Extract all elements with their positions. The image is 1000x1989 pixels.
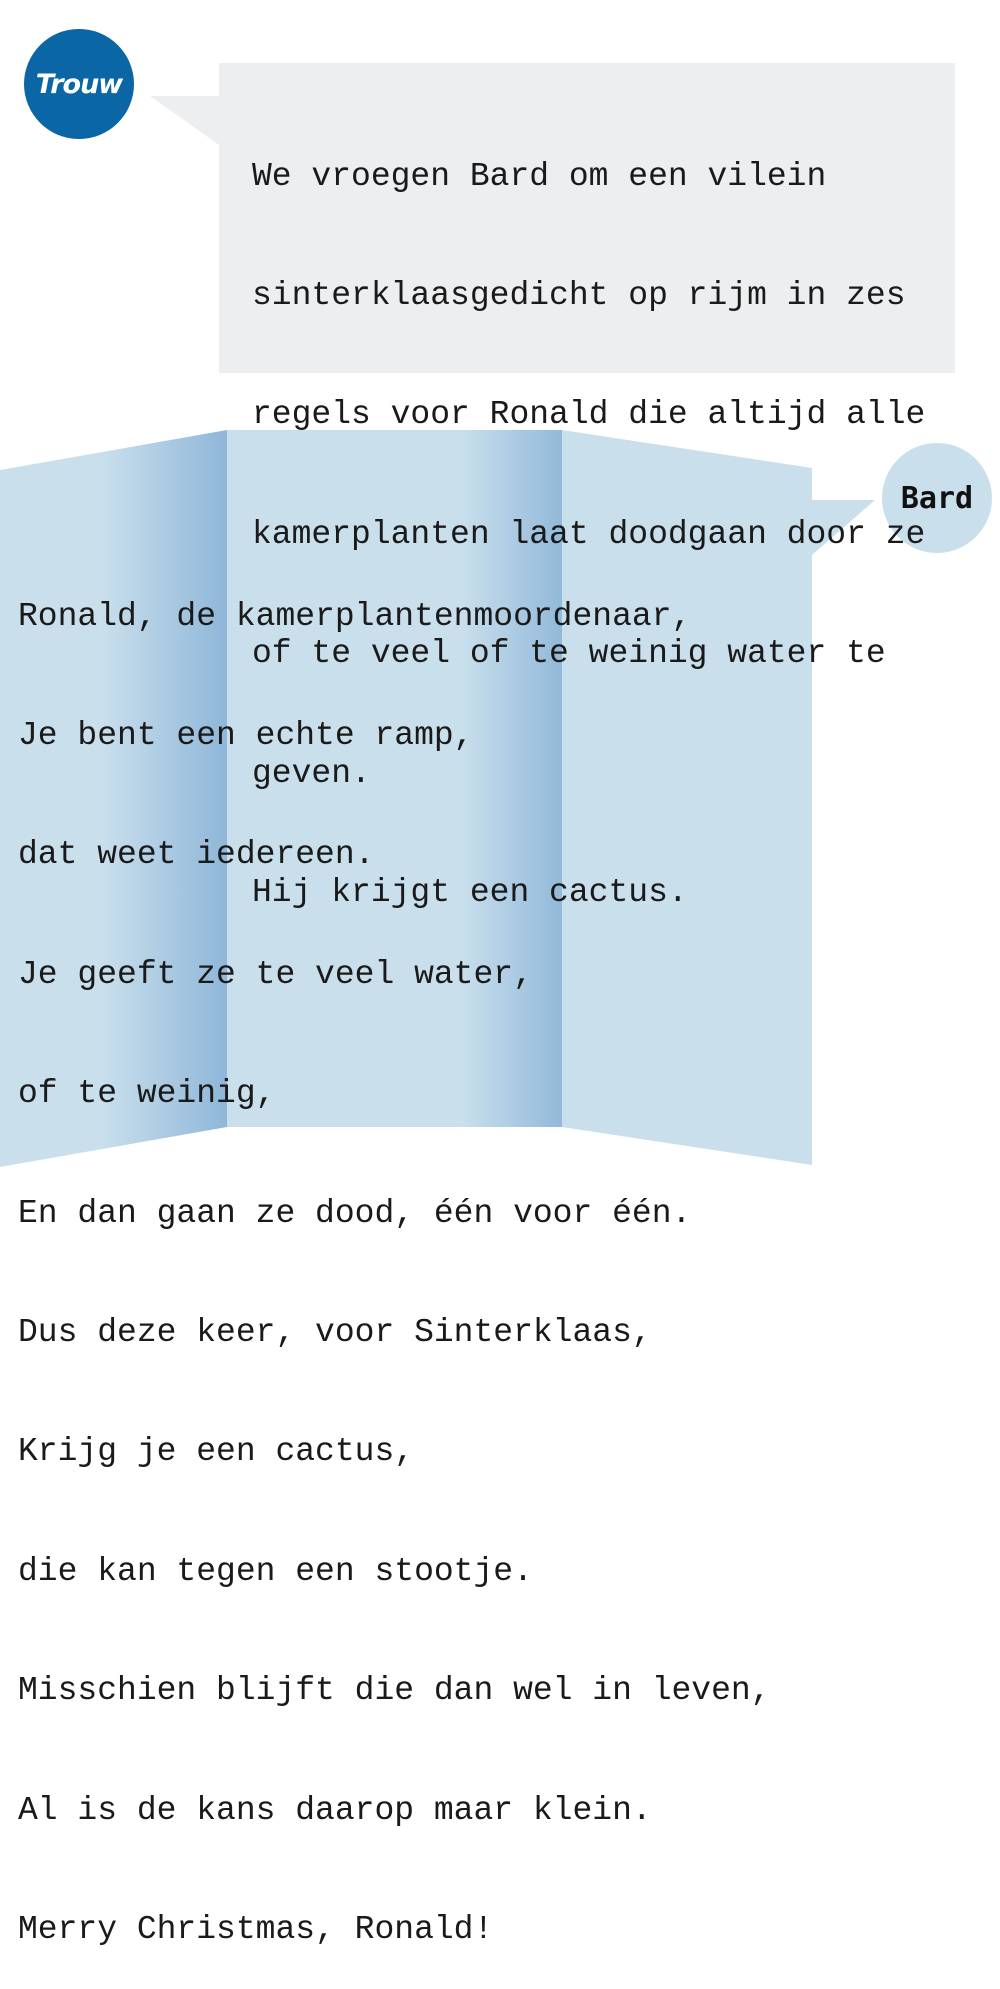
bard-label: Bard	[900, 480, 974, 516]
prompt-line: geven.	[252, 754, 371, 792]
prompt-line: of te veel of te weinig water te	[252, 635, 886, 673]
poem-text	[18, 517, 771, 1989]
poem-line: Dus deze keer, voor Sinterklaas,	[18, 1313, 652, 1351]
poem-line: of te weinig,	[18, 1075, 276, 1113]
poem-line: En dan gaan ze dood, één voor één.	[18, 1194, 692, 1232]
poem-line: die kan tegen een stootje.	[18, 1552, 533, 1590]
poem-line: Ronald, de kamerplantenmoordenaar,	[18, 597, 692, 635]
poem-line: Misschien blijft die dan wel in leven,	[18, 1672, 771, 1710]
trouw-avatar	[24, 29, 134, 139]
prompt-line: Hij krijgt een cactus.	[252, 873, 688, 911]
prompt-bubble-tail	[150, 96, 219, 145]
prompt-line: kamerplanten laat doodgaan door ze	[252, 515, 926, 553]
poem-line: dat weet iedereen.	[18, 836, 375, 874]
prompt-line: regels voor Ronald die altijd alle	[252, 396, 926, 434]
prompt-line: sinterklaasgedicht op rijm in zes	[252, 276, 906, 314]
prompt-line: We vroegen Bard om een vilein	[252, 157, 827, 195]
poem-line: Je bent een echte ramp,	[18, 716, 474, 754]
poem-line: Je geeft ze te veel water,	[18, 955, 533, 993]
poem-line: Krijg je een cactus,	[18, 1433, 415, 1471]
poem-line: Al is de kans daarop maar klein.	[18, 1791, 652, 1829]
poem-line: Merry Christmas, Ronald!	[18, 1910, 494, 1948]
trouw-logo-text: Trouw	[35, 68, 123, 100]
